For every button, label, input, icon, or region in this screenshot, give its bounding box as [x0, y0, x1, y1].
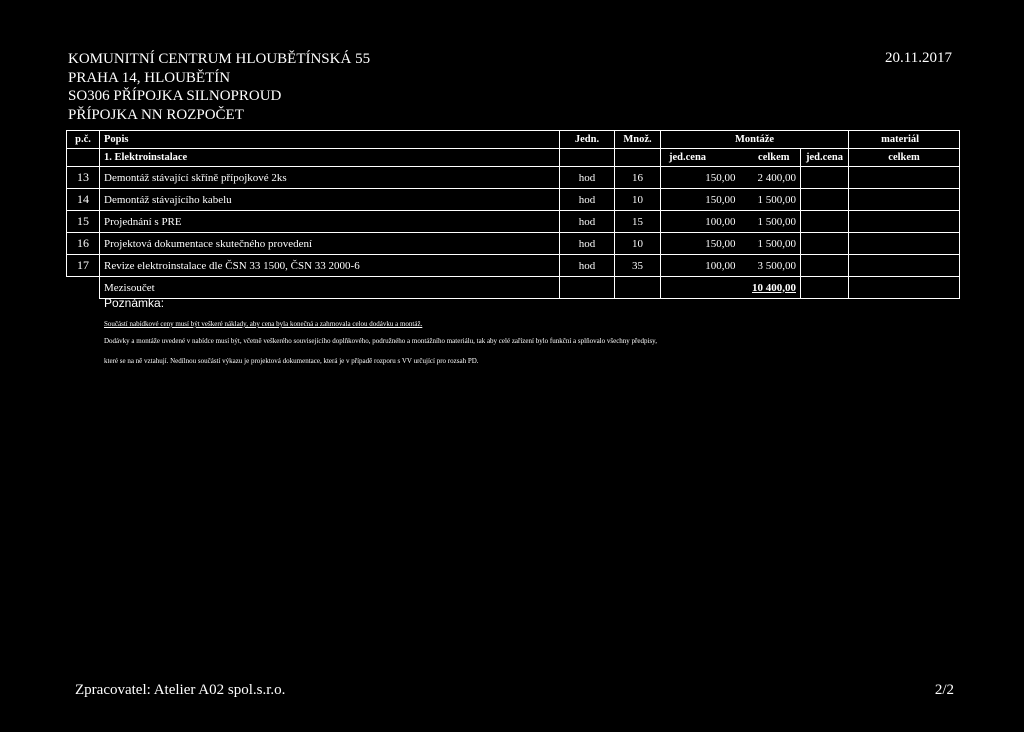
header-line-1: KOMUNITNÍ CENTRUM HLOUBĚTÍNSKÁ 55	[68, 51, 371, 67]
document-date: 20.11.2017	[885, 50, 952, 66]
document-header	[68, 50, 370, 124]
section-title: 1. Elektroinstalace	[100, 149, 560, 167]
footer-author: Zpracovatel: Atelier A02 spol.s.r.o.	[75, 682, 286, 698]
note-line-1: Součástí nabídkové ceny musí být veškeré náklady, aby cena byla konečná a zahrnovala celou dodávku a montáž.	[104, 320, 423, 328]
header-line-2: PRAHA 14, HLOUBĚTÍN	[68, 69, 231, 86]
note-title: Poznámka:	[104, 296, 165, 310]
sub-header-material-celkem: celkem	[849, 149, 960, 167]
note-line-3: které se na ně vztahují. Nedílnou součástí výkazu je projektová dokumentace, která je v případě rozporu s VV určující pro rozsah PD.	[104, 357, 479, 365]
col-header-montaze: Montáže	[661, 131, 849, 149]
header-line-4: PŘÍPOJKA NN ROZPOČET	[68, 106, 244, 123]
budget-table	[66, 130, 960, 299]
col-header-popis: Popis	[100, 131, 560, 149]
col-header-mnoz: Množ.	[615, 131, 661, 149]
col-header-material: materiál	[849, 131, 960, 149]
subtotal-value: 10 400,00	[661, 277, 801, 299]
table-row: 15 Projednání s PRE hod 15 100,00 1 500,00	[67, 211, 960, 233]
subtotal-label: Mezisoučet	[100, 277, 560, 299]
footer-page-number: 2/2	[934, 682, 954, 698]
col-header-pc: p.č.	[67, 131, 100, 149]
header-line-3: SO306 PŘÍPOJKA SILNOPROUD	[68, 88, 282, 104]
subtotal-row	[67, 277, 960, 299]
section-row	[67, 149, 960, 167]
sub-header-montaze: jed.cena celkem	[661, 149, 801, 167]
col-header-jedn: Jedn.	[560, 131, 615, 149]
table-row: 16 Projektová dokumentace skutečného provedení hod 10 150,00 1 500,00	[67, 233, 960, 255]
table-row: 13 Demontáž stávající skříně přípojkové 2ks hod 16 150,00 2 400,00	[67, 167, 960, 189]
note-line-2: Dodávky a montáže uvedené v nabídce musí být, včetně veškerého souvisejícího doplňkového, podružného a montážního materiálu, tak aby celé zařízení bylo funkční a splňovalo všechny předpisy,	[104, 337, 657, 345]
table-header-row	[67, 131, 960, 149]
sub-header-material-jedcena: jed.cena	[801, 149, 849, 167]
table-row: 14 Demontáž stávajícího kabelu hod 10 150,00 1 500,00	[67, 189, 960, 211]
table-row: 17 Revize elektroinstalace dle ČSN 33 1500, ČSN 33 2000-6 hod 35 100,00 3 500,00	[67, 255, 960, 277]
